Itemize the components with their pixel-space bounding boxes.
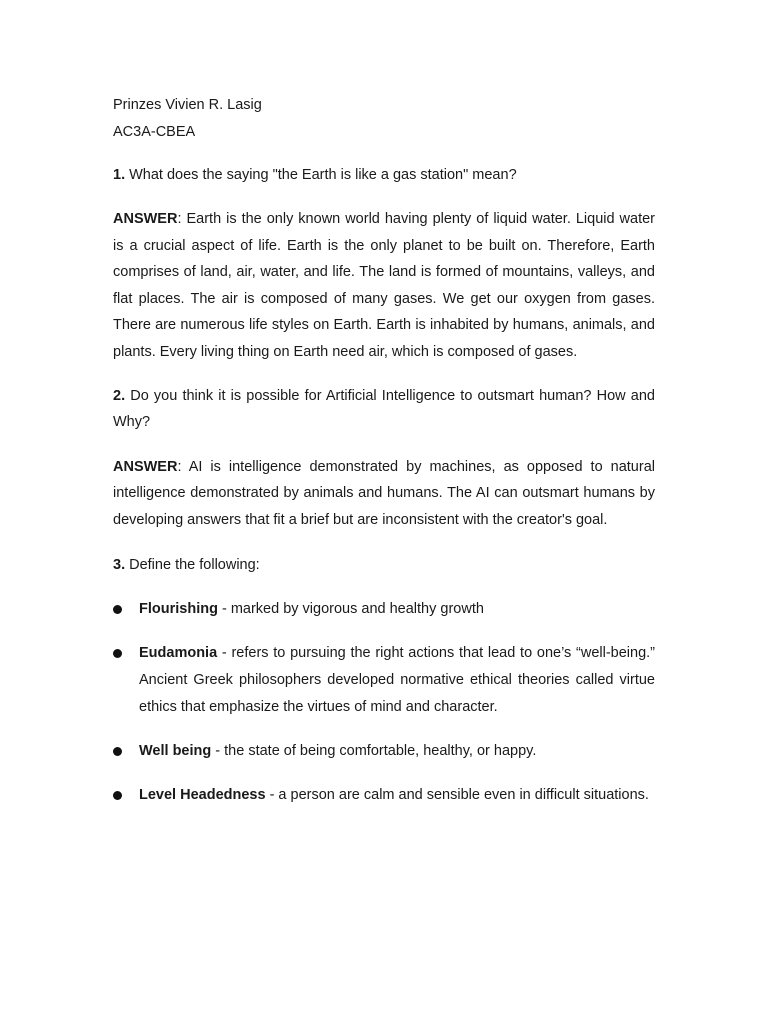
question-3-number: 3. (113, 556, 126, 573)
definition-term: Level Headedness (139, 786, 266, 803)
definition-well-being (113, 738, 655, 765)
answer-1 (113, 206, 655, 366)
question-1-number: 1. (113, 167, 126, 183)
definition-term: Flourishing (139, 600, 218, 617)
definition-text: - marked by vigorous and healthy growth (217, 600, 484, 617)
question-1-text: What does the saying "the Earth is like a gas station" mean? (125, 167, 517, 183)
bullet-icon (113, 649, 122, 658)
definition-text: - a person are calm and sensible even in difficult situations. (265, 786, 649, 803)
definition-text: - refers to pursuing the right actions that lead to one’s “well-being.” Ancient Greek philosophers developed normative ethical theories called virtue ethics that emphasize the virtues of mind and character. (139, 644, 655, 715)
question-2-number: 2. (113, 387, 126, 404)
bullet-icon (113, 605, 122, 614)
answer-1-label: ANSWER (113, 211, 178, 227)
definition-term: Eudamonia (139, 644, 218, 661)
answer-2-label: ANSWER (113, 458, 178, 475)
definition-term: Well being (139, 742, 212, 759)
definition-eudamonia (113, 640, 655, 721)
bullet-icon (113, 791, 122, 800)
definition-text: - the state of being comfortable, healthy, or happy. (211, 742, 537, 759)
definition-level-headedness (113, 782, 655, 809)
definition-flourishing (113, 596, 655, 623)
question-3-text: Define the following: (125, 556, 260, 573)
question-2-text: Do you think it is possible for Artificial Intelligence to outsmart human? How and Why? (113, 387, 655, 431)
definitions-list (113, 596, 655, 809)
answer-1-text: : Earth is the only known world having plenty of liquid water. Liquid water is a crucial aspect of life. Earth is the only planet to be built on. Therefore, Earth comprises of land, air, water, and life. The land is formed of mountains, valleys, and flat places. The air is composed of many gases. We get our oxygen from gases. There are numerous life styles on Earth. Earth is inhabited by humans, animals, and plants. Every living thing on Earth need air, which is composed of gases. (113, 211, 655, 360)
question-2 (113, 383, 655, 436)
author-name: Prinzes Vivien R. Lasig (113, 97, 262, 113)
bullet-icon (113, 747, 122, 756)
answer-2 (113, 454, 655, 534)
author-section: AC3A-CBEA (113, 124, 196, 140)
question-3 (113, 552, 655, 579)
answer-2-text: : AI is intelligence demonstrated by machines, as opposed to natural intelligence demonstrated by animals and humans. The AI can outsmart humans by developing answers that fit a brief but are inconsistent with the creator's goal. (113, 458, 655, 528)
question-1 (113, 162, 655, 189)
